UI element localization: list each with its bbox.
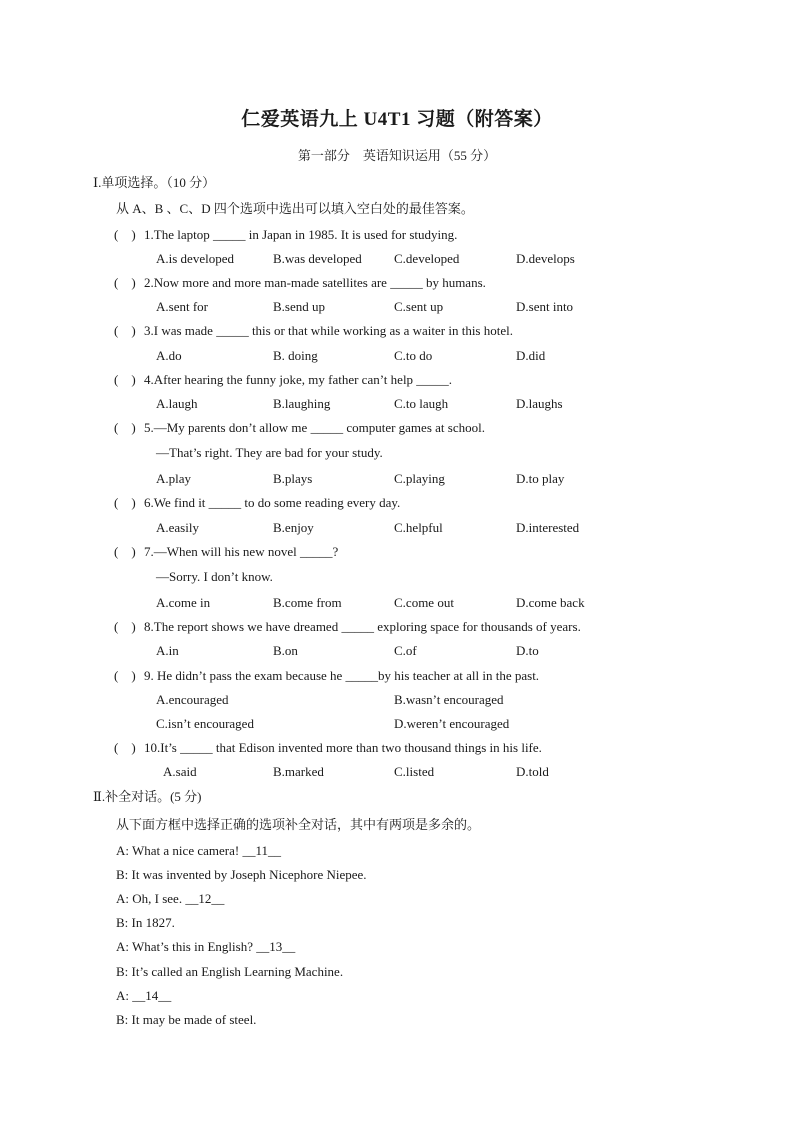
question-stem-reply: —That’s right. They are bad for your study. bbox=[156, 445, 383, 460]
option-a: A.said bbox=[163, 764, 197, 779]
option-d: D.laughs bbox=[516, 396, 563, 411]
dialogue-line: B: It was invented by Joseph Nicephore Niepee. bbox=[116, 867, 367, 882]
answer-blank[interactable]: ( ) bbox=[114, 227, 136, 242]
option-d: D.weren’t encouraged bbox=[394, 716, 510, 731]
option-d: D.come back bbox=[516, 595, 585, 610]
dialogue-line: B: In 1827. bbox=[116, 915, 175, 930]
question-stem: 5.—My parents don’t allow me _____ computer games at school. bbox=[144, 420, 485, 435]
question-stem: 1.The laptop _____ in Japan in 1985. It is used for studying. bbox=[144, 227, 458, 242]
dialogue-line: A: What a nice camera! __11__ bbox=[116, 843, 281, 858]
dialogue-line: A: Oh, I see. __12__ bbox=[116, 891, 225, 906]
option-c: C.to laugh bbox=[394, 396, 449, 411]
document-title: 仁爱英语九上 U4T1 习题（附答案） bbox=[241, 109, 553, 130]
option-b: B.plays bbox=[273, 471, 313, 486]
option-c: C.to do bbox=[394, 348, 433, 363]
answer-blank[interactable]: ( ) bbox=[114, 372, 136, 387]
dialogue-line: B: It’s called an English Learning Machine. bbox=[116, 964, 344, 979]
option-d: D.did bbox=[516, 348, 546, 363]
question-2 bbox=[114, 275, 486, 291]
option-d: D.develops bbox=[516, 251, 575, 266]
question-9 bbox=[114, 668, 539, 684]
option-b: B.come from bbox=[273, 595, 342, 610]
dialogue-line: B: It may be made of steel. bbox=[116, 1012, 257, 1027]
option-a: A.easily bbox=[156, 520, 199, 535]
question-8 bbox=[114, 619, 581, 635]
option-b: B.was developed bbox=[273, 251, 362, 266]
option-d: D.told bbox=[516, 764, 549, 779]
option-a: A.do bbox=[156, 348, 182, 363]
option-a: A.is developed bbox=[156, 251, 234, 266]
option-d: D.interested bbox=[516, 520, 580, 535]
section-1-heading: Ⅰ.单项选择。（10 分） bbox=[93, 175, 216, 190]
answer-blank[interactable]: ( ) bbox=[114, 420, 136, 435]
option-d: D.to play bbox=[516, 471, 565, 486]
option-b: B.on bbox=[273, 643, 298, 658]
question-stem: 6.We find it _____ to do some reading every day. bbox=[144, 495, 401, 510]
question-10 bbox=[114, 740, 542, 756]
option-b: B.marked bbox=[273, 764, 324, 779]
option-a: A.play bbox=[156, 471, 192, 486]
document-subtitle: 第一部分 英语知识运用（55 分） bbox=[297, 148, 497, 163]
answer-blank[interactable]: ( ) bbox=[114, 740, 136, 755]
answer-blank[interactable]: ( ) bbox=[114, 495, 136, 510]
option-c: C.sent up bbox=[394, 299, 444, 314]
option-a: A.come in bbox=[156, 595, 211, 610]
answer-blank[interactable]: ( ) bbox=[114, 323, 136, 338]
option-b: B.send up bbox=[273, 299, 325, 314]
question-4 bbox=[114, 372, 452, 388]
answer-blank[interactable]: ( ) bbox=[114, 275, 136, 290]
question-6 bbox=[114, 495, 400, 511]
option-a: A.sent for bbox=[156, 299, 208, 314]
section-1-instruction: 从 A、B 、C、D 四个选项中选出可以填入空白处的最佳答案。 bbox=[116, 201, 474, 216]
question-stem: 2.Now more and more man-made satellites are _____ by humans. bbox=[144, 275, 486, 290]
option-b: B.wasn’t encouraged bbox=[394, 692, 504, 707]
dialogue-line: A: What’s this in English? __13__ bbox=[116, 939, 296, 954]
question-5 bbox=[114, 420, 485, 436]
section-2-instruction: 从下面方框中选择正确的选项补全对话，其中有两项是多余的。 bbox=[116, 817, 481, 832]
question-stem: 10.It’s _____ that Edison invented more than two thousand things in his life. bbox=[144, 740, 542, 755]
dialogue-line: A: __14__ bbox=[116, 988, 172, 1003]
option-c: C.come out bbox=[394, 595, 454, 610]
question-stem: 3.I was made _____ this or that while working as a waiter in this hotel. bbox=[144, 323, 513, 338]
option-a: A.laugh bbox=[156, 396, 198, 411]
option-c: C.listed bbox=[394, 764, 435, 779]
option-b: B. doing bbox=[273, 348, 318, 363]
option-a: A.encouraged bbox=[156, 692, 229, 707]
option-c: C.of bbox=[394, 643, 417, 658]
option-a: A.in bbox=[156, 643, 179, 658]
question-1 bbox=[114, 227, 457, 243]
question-stem: 4.After hearing the funny joke, my father can’t help _____. bbox=[144, 372, 453, 387]
answer-blank[interactable]: ( ) bbox=[114, 619, 136, 634]
option-c: C.playing bbox=[394, 471, 445, 486]
option-c: C.isn’t encouraged bbox=[156, 716, 254, 731]
answer-blank[interactable]: ( ) bbox=[114, 668, 136, 683]
answer-blank[interactable]: ( ) bbox=[114, 544, 136, 559]
question-3 bbox=[114, 323, 513, 339]
option-b: B.enjoy bbox=[273, 520, 314, 535]
option-c: C.helpful bbox=[394, 520, 443, 535]
section-2-heading: Ⅱ.补全对话。(5 分) bbox=[93, 789, 202, 804]
question-stem: 9. He didn’t pass the exam because he _____by his teacher at all in the past. bbox=[144, 668, 540, 683]
option-d: D.sent into bbox=[516, 299, 574, 314]
option-c: C.developed bbox=[394, 251, 460, 266]
question-stem: 8.The report shows we have dreamed _____ exploring space for thousands of years. bbox=[144, 619, 581, 634]
option-b: B.laughing bbox=[273, 396, 331, 411]
question-7 bbox=[114, 544, 338, 560]
question-stem-reply: —Sorry. I don’t know. bbox=[156, 569, 273, 584]
question-stem: 7.—When will his new novel _____? bbox=[144, 544, 339, 559]
option-d: D.to bbox=[516, 643, 539, 658]
